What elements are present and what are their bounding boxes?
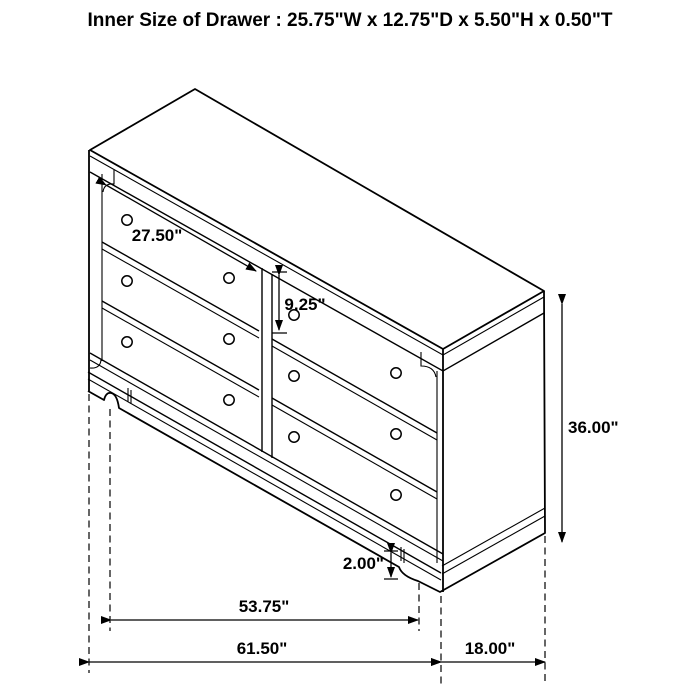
dresser-drawing (88, 89, 545, 592)
knob (224, 273, 234, 283)
knob (391, 368, 401, 378)
dimension-inner-leg-span (111, 597, 418, 620)
knob (224, 334, 234, 344)
dimension-inner-leg-span-label: 53.75" (238, 597, 290, 616)
dresser-silhouette (88, 89, 545, 592)
dimension-overall-depth (441, 639, 545, 662)
dimension-drawer-width-label: 27.50" (131, 226, 183, 245)
knob (289, 432, 299, 442)
diagram-title: Inner Size of Drawer : 25.75"W x 12.75"D x 5.50"H x 0.50"T (87, 10, 613, 31)
knob (224, 395, 234, 405)
dimension-overall-width (89, 639, 441, 662)
knob (391, 429, 401, 439)
dimension-overall-height (562, 304, 619, 542)
knob (391, 490, 401, 500)
knob (289, 371, 299, 381)
dimension-drawer-front-height-label: 9.25" (284, 295, 326, 314)
dimension-overall-width-label: 61.50" (236, 639, 288, 658)
knob (122, 276, 132, 286)
dimension-overall-depth-label: 18.00" (464, 639, 516, 658)
knob (122, 215, 132, 225)
dimension-base-height-label: 2.00" (342, 554, 384, 573)
dimension-overall-height-label: 36.00" (568, 418, 619, 437)
knob (122, 337, 132, 347)
